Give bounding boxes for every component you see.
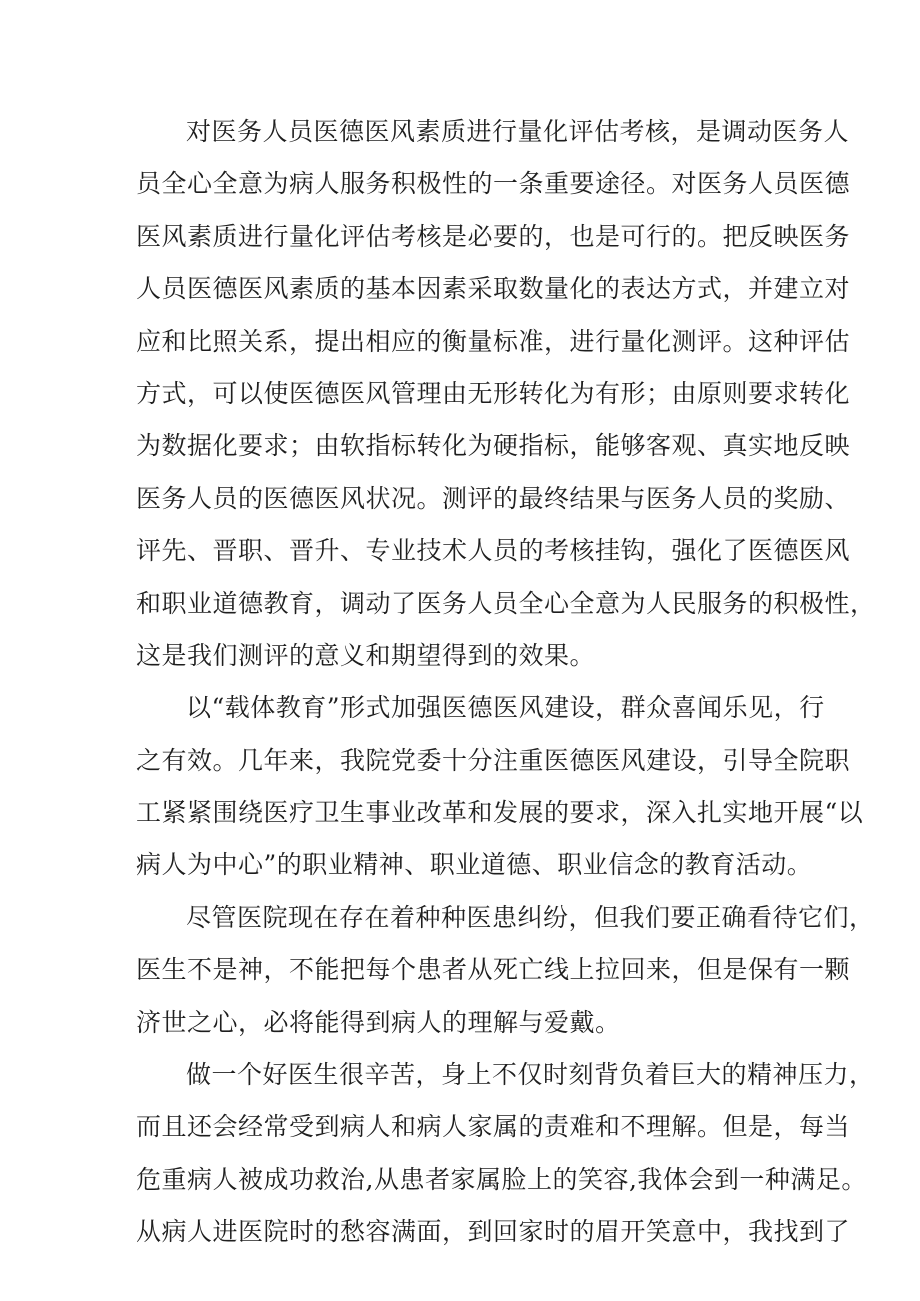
text-line: 病人为中心”的职业精神、职业道德、职业信念的教育活动。	[136, 850, 813, 880]
text-line: 工紧紧围绕医疗卫生事业改革和发展的要求，深入扎实地开展“以	[136, 798, 864, 828]
text-line: 人员医德医风素质的基本因素采取数量化的表达方式，并建立对	[136, 274, 851, 304]
text-line: 济世之心，必将能得到病人的理解与爱戴。	[136, 1007, 621, 1037]
text-line: 员全心全意为病人服务积极性的一条重要途径。对医务人员医德	[136, 169, 851, 199]
text-line: 这是我们测评的意义和期望得到的效果。	[136, 640, 596, 670]
text-line: 医务人员的医德医风状况。测评的最终结果与医务人员的奖励、	[136, 483, 851, 513]
text-line: 方式，可以使医德医风管理由无形转化为有形；由原则要求转化	[136, 378, 851, 408]
text-line: 之有效。几年来，我院党委十分注重医德医风建设，引导全院职	[136, 745, 851, 775]
text-line: 尽管医院现在存在着种种医患纠纷，但我们要正确看待它们，	[186, 902, 875, 932]
text-line: 为数据化要求；由软指标转化为硬指标，能够客观、真实地反映	[136, 431, 851, 461]
text-line: 而且还会经常受到病人和病人家属的责难和不理解。但是，每当	[136, 1112, 851, 1142]
text-line: 和职业道德教育，调动了医务人员全心全意为人民服务的积极性，	[136, 588, 876, 618]
text-line: 对医务人员医德医风素质进行量化评估考核，是调动医务人	[186, 117, 850, 146]
text-line: 做一个好医生很辛苦，身上不仅时刻背负着巨大的精神压力，	[186, 1060, 875, 1090]
text-line: 评先、晋职、晋升、专业技术人员的考核挂钩，强化了医德医风	[136, 536, 851, 566]
text-line: 从病人进医院时的愁容满面，到回家时的眉开笑意中，我找到了	[136, 1217, 851, 1247]
text-line: 医生不是神，不能把每个患者从死亡线上拉回来，但是保有一颗	[136, 955, 851, 985]
text-line: 危重病人被成功救治,从患者家属脸上的笑容,我体会到一种满足。	[136, 1164, 867, 1194]
text-line: 医风素质进行量化评估考核是必要的，也是可行的。把反映医务	[136, 221, 851, 251]
text-line: 应和比照关系，提出相应的衡量标准，进行量化测评。这种评估	[136, 326, 851, 356]
document-body	[136, 106, 876, 1259]
text-line: 以“载体教育”形式加强医德医风建设，群众喜闻乐见，行	[186, 693, 825, 723]
